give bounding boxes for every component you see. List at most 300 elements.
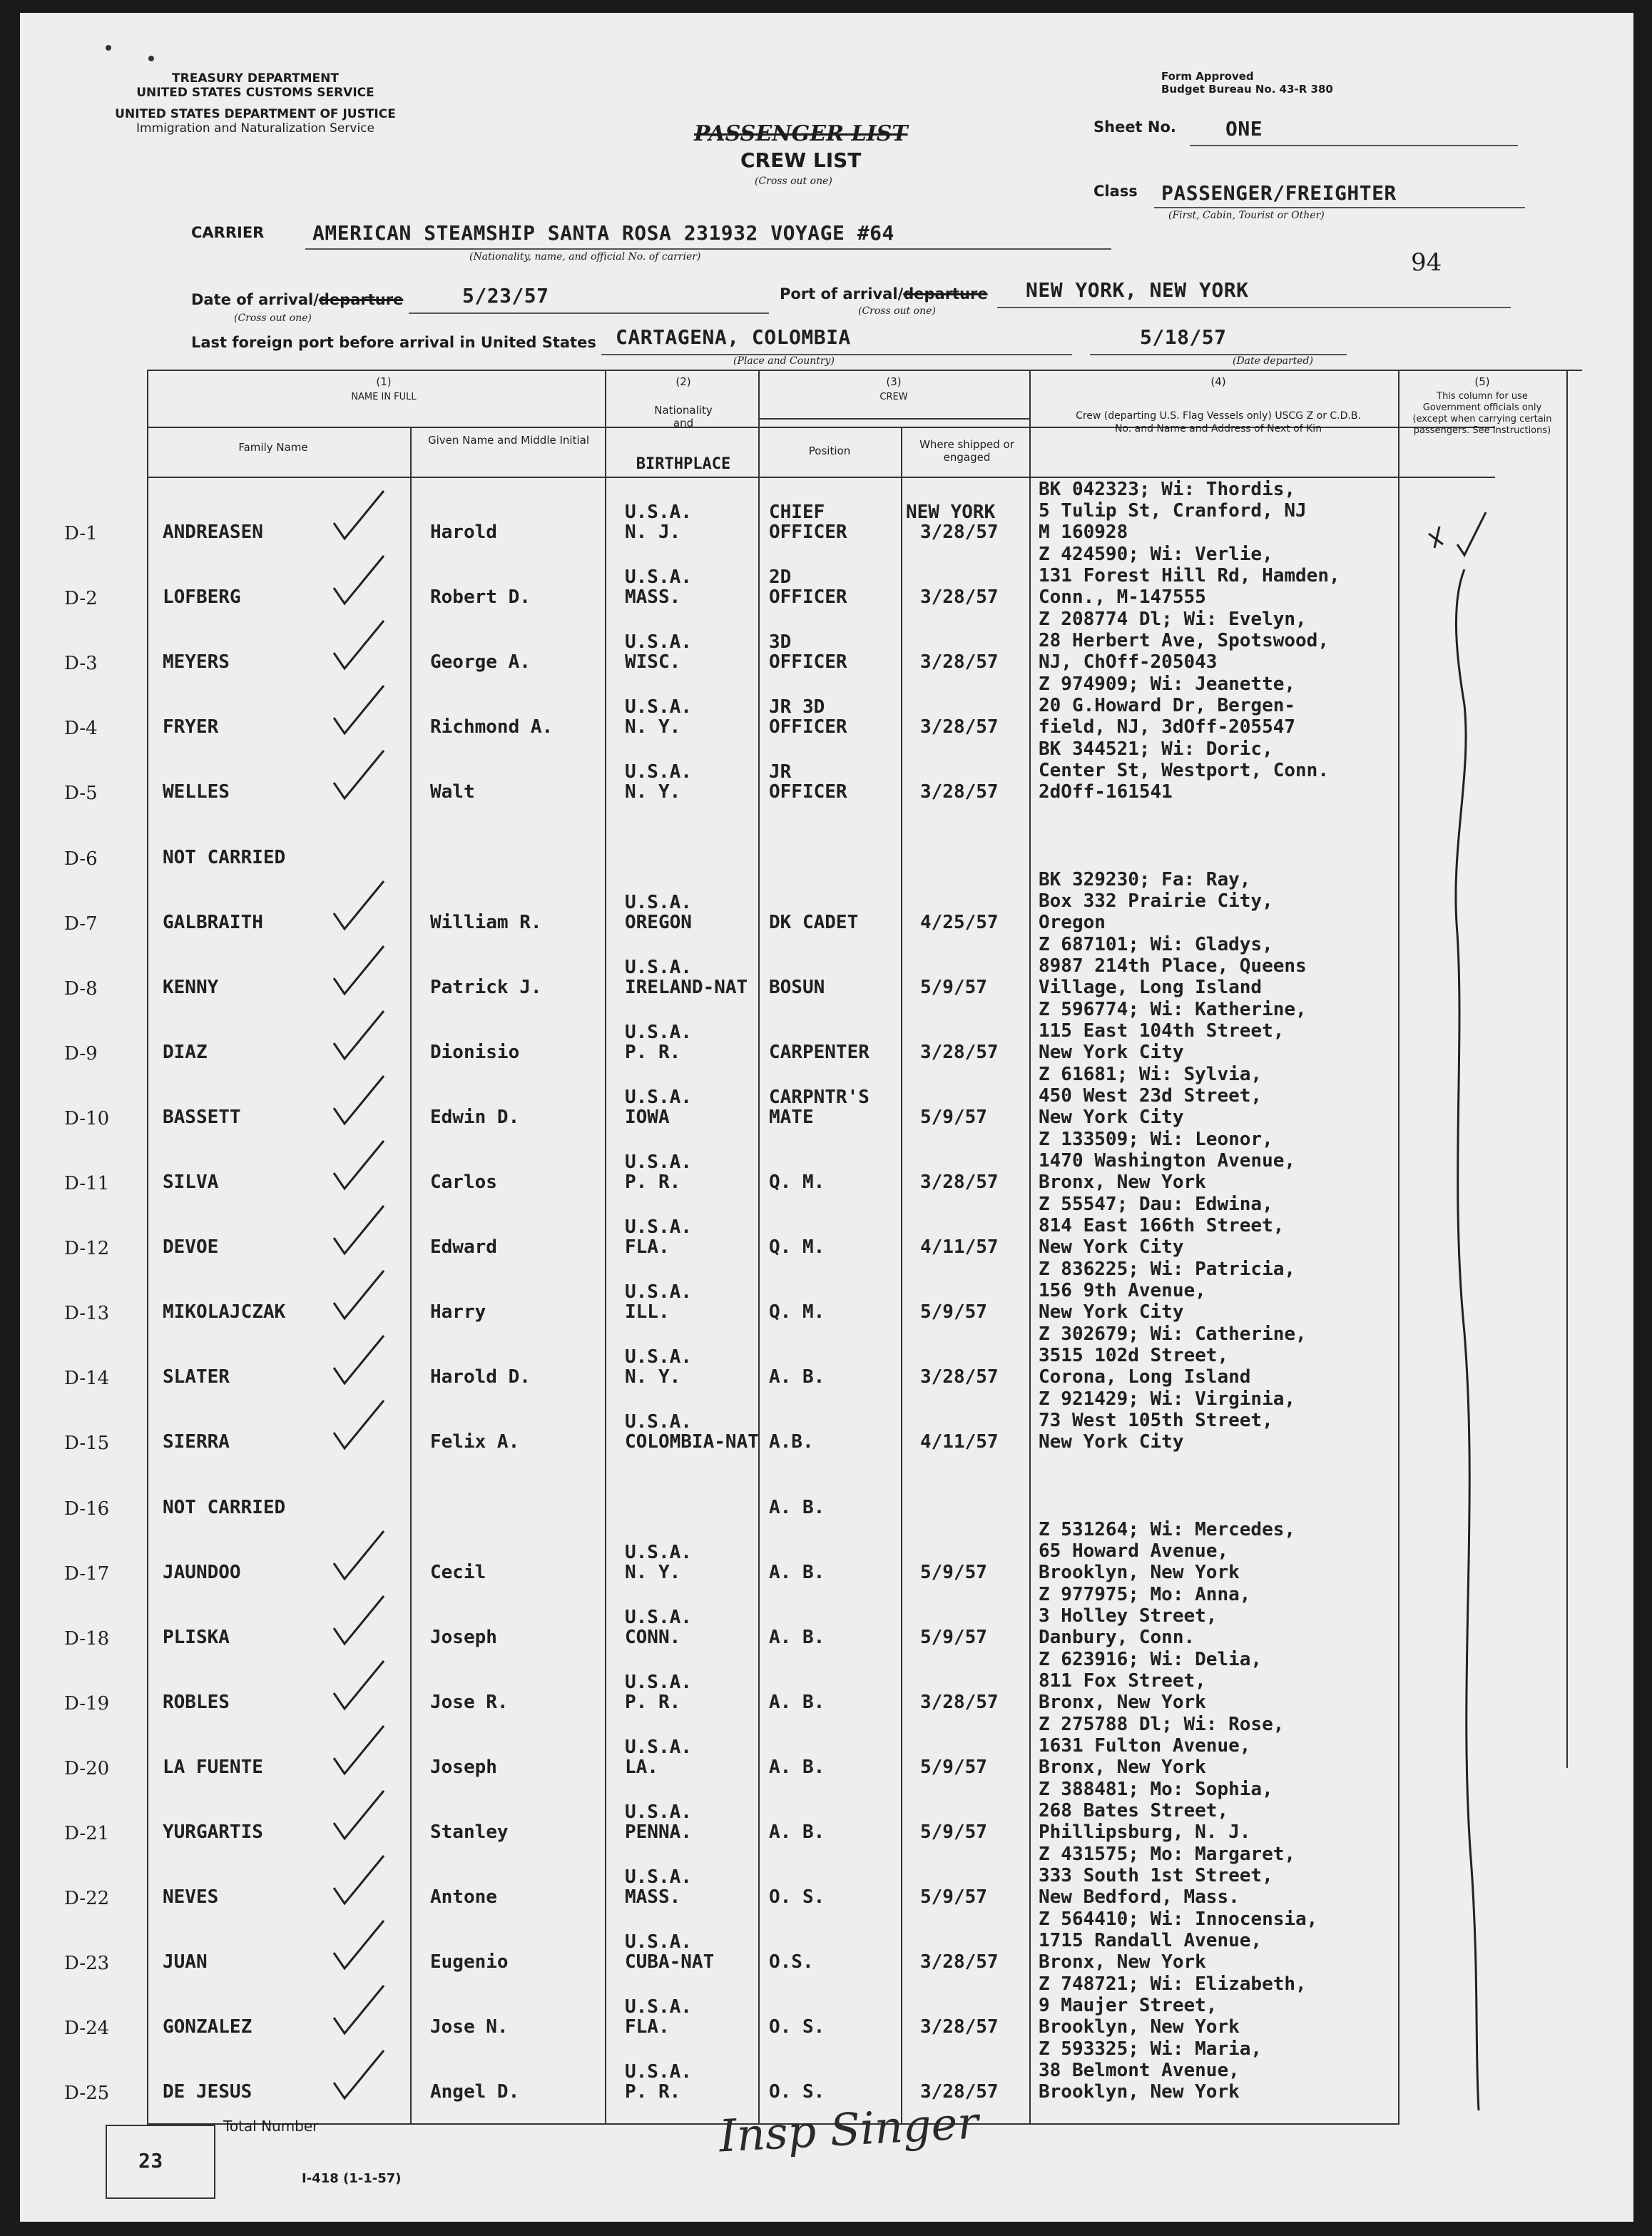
kin-line: Danbury, Conn. — [1039, 1626, 1195, 1648]
row-id: D-23 — [64, 1953, 110, 1975]
position-1: JR 3D — [769, 696, 825, 718]
kin-line: 3 Holley Street, — [1039, 1605, 1218, 1627]
family-name: BASSETT — [163, 1106, 241, 1128]
where-2: 5/9/57 — [920, 1561, 987, 1583]
col4-number: (4) — [1210, 375, 1226, 388]
family-name: NEVES — [163, 1886, 219, 1909]
family-name: SILVA — [163, 1172, 219, 1193]
nationality: U.S.A. — [625, 696, 692, 718]
kin-line: Z 687101; Wi: Gladys, — [1039, 933, 1273, 955]
col1-number: (1) — [376, 375, 392, 388]
given-name: Jose R. — [430, 1691, 509, 1713]
sheet-value: ONE — [1225, 117, 1263, 141]
birthplace: ILL. — [625, 1301, 670, 1323]
row-id: D-18 — [64, 1627, 110, 1650]
row-id: D-22 — [64, 1888, 110, 1910]
nationality: U.S.A. — [625, 1671, 692, 1693]
birthplace: P. R. — [625, 1172, 681, 1193]
position-2: DK CADET — [769, 911, 859, 933]
kin-line: 20 G.Howard Dr, Bergen- — [1039, 695, 1296, 717]
position-2: A. B. — [769, 1496, 825, 1518]
family-name: SLATER — [163, 1366, 230, 1388]
row-id: D-2 — [64, 588, 98, 610]
date-value: 5/23/57 — [462, 284, 549, 308]
row-id: D-10 — [64, 1107, 110, 1129]
position-2: A. B. — [769, 1691, 825, 1713]
kin-line: 131 Forest Hill Rd, Hamden, — [1039, 565, 1340, 587]
table-row — [20, 806, 1633, 870]
family-name: NOT CARRIED — [163, 1496, 286, 1518]
agency-line-2: UNITED STATES CUSTOMS SERVICE — [136, 86, 374, 100]
family-name: GONZALEZ — [163, 2016, 253, 2038]
check-mark-icon — [327, 487, 391, 544]
position-2: O.S. — [769, 1951, 814, 1973]
birthplace: FLA. — [625, 2016, 670, 2038]
kin-line: Bronx, New York — [1039, 1756, 1206, 1778]
kin-line: Z 977975; Mo: Anna, — [1039, 1583, 1251, 1605]
kin-line: Brooklyn, New York — [1039, 2016, 1240, 2038]
port-struck: departure — [903, 285, 988, 303]
kin-line: Z 275788 Dl; Wi: Rose, — [1039, 1713, 1285, 1735]
family-name: MEYERS — [163, 651, 230, 674]
table-row — [20, 480, 1633, 545]
given-name: Carlos — [430, 1172, 497, 1193]
kin-line: Z 431575; Mo: Margaret, — [1039, 1844, 1296, 1866]
family-name: DEVOE — [163, 1236, 219, 1259]
given-name: Joseph — [430, 1626, 497, 1648]
position-2: A. B. — [769, 1821, 825, 1843]
row-id: D-19 — [64, 1692, 110, 1714]
last-port-value: CARTAGENA, COLOMBIA — [616, 325, 851, 349]
birthplace: PENNA. — [625, 1821, 692, 1843]
kin-line: Z 596774; Wi: Katherine, — [1039, 998, 1307, 1020]
position-2: O. S. — [769, 2081, 825, 2103]
crew-list-form — [20, 13, 1633, 2222]
table-row — [20, 740, 1633, 805]
check-mark-icon — [327, 1592, 391, 1650]
check-mark-icon — [327, 1657, 391, 1714]
total-label: Total Number — [223, 2118, 319, 2135]
position-1: 3D — [769, 631, 792, 654]
birthplace: OREGON — [625, 911, 692, 933]
where-2: 3/28/57 — [920, 1951, 999, 1973]
kin-line: Z 531264; Wi: Mercedes, — [1039, 1518, 1296, 1540]
nationality: U.S.A. — [625, 956, 692, 978]
check-mark-icon — [327, 747, 391, 804]
nationality: U.S.A. — [625, 891, 692, 913]
given-name: Edward — [430, 1236, 497, 1259]
kin-line: Z 974909; Wi: Jeanette, — [1039, 674, 1296, 696]
kin-line: 450 West 23d Street, — [1039, 1084, 1263, 1107]
table-row — [20, 675, 1633, 740]
where-2: 4/25/57 — [920, 911, 999, 933]
check-mark-icon — [327, 1787, 391, 1844]
form-number: I-418 (1-1-57) — [302, 2171, 402, 2186]
birthplace: WISC. — [625, 651, 681, 674]
kin-line: 814 East 166th Street, — [1039, 1215, 1285, 1237]
kin-line: New York City — [1039, 1301, 1184, 1323]
given-name: Harold D. — [430, 1366, 531, 1388]
col-family: Family Name — [238, 441, 308, 454]
cross-out-note: (Cross out one) — [755, 176, 832, 187]
kin-line: 2dOff-161541 — [1039, 781, 1173, 803]
col5-text: This column for use Government officials only (except when carrying certain passengers. See Instructions) — [1412, 391, 1552, 436]
birthplace: CUBA-NAT — [625, 1951, 715, 1973]
agency-line-1: TREASURY DEPARTMENT — [172, 71, 339, 86]
kin-line: Z 55547; Dau: Edwina, — [1039, 1194, 1273, 1216]
birthplace: IRELAND-NAT — [625, 976, 748, 998]
signature: Insp Singer — [718, 2096, 980, 2163]
nationality: U.S.A. — [625, 1021, 692, 1043]
kin-line: Conn., M-147555 — [1039, 586, 1206, 609]
nationality: U.S.A. — [625, 1606, 692, 1628]
position-2: A. B. — [769, 1626, 825, 1648]
kin-line: Phillipsburg, N. J. — [1039, 1821, 1251, 1843]
kin-line: New York City — [1039, 1041, 1184, 1063]
col3-number: (3) — [886, 375, 902, 388]
kin-line: Z 748721; Wi: Elizabeth, — [1039, 1973, 1307, 1996]
form-approved-label: Form Approved — [1161, 70, 1254, 83]
table-row — [20, 610, 1633, 675]
table-row — [20, 1325, 1633, 1390]
check-mark-icon — [327, 2047, 391, 2104]
col-crew: CREW — [879, 392, 908, 402]
nationality: U.S.A. — [625, 1216, 692, 1239]
class-value: PASSENGER/FREIGHTER — [1161, 181, 1397, 205]
kin-line: Oregon — [1039, 911, 1106, 933]
birthplace: P. R. — [625, 2081, 681, 2103]
last-port-label: Last foreign port before arrival in United States — [191, 334, 596, 351]
kin-line: 9 Maujer Street, — [1039, 1995, 1218, 2017]
where-2: 3/28/57 — [920, 586, 999, 609]
nationality: U.S.A. — [625, 1736, 692, 1758]
kin-line: BK 042323; Wi: Thordis, — [1039, 479, 1296, 500]
kin-line: 268 Bates Street, — [1039, 1800, 1229, 1821]
port-label-text: Port of arrival/ — [780, 285, 904, 303]
birthplace: N. Y. — [625, 1561, 681, 1583]
corner-dot — [106, 45, 111, 51]
check-mark-icon — [327, 1332, 391, 1389]
kin-line: 3515 102d Street, — [1039, 1345, 1229, 1367]
birthplace: COLOMBIA-NAT — [625, 1431, 759, 1453]
row-id: D-17 — [64, 1562, 110, 1585]
kin-line: Brooklyn, New York — [1039, 2081, 1240, 2103]
birthplace: N. Y. — [625, 781, 681, 803]
table-row — [20, 1715, 1633, 1780]
given-name: Joseph — [430, 1756, 497, 1778]
where-2: 4/11/57 — [920, 1236, 999, 1259]
kin-line: Center St, Westport, Conn. — [1039, 760, 1329, 782]
where-2: 5/9/57 — [920, 1821, 987, 1843]
family-name: FRYER — [163, 716, 219, 738]
family-name: LOFBERG — [163, 586, 241, 609]
passenger-list-struck: PASSENGER LIST — [694, 121, 908, 146]
official-marks — [1400, 477, 1564, 2118]
check-mark-icon — [327, 878, 391, 935]
check-mark-icon — [327, 1137, 391, 1194]
nationality: U.S.A. — [625, 1346, 692, 1368]
row-id: D-4 — [64, 718, 98, 740]
kin-line: 1470 Washington Avenue, — [1039, 1150, 1296, 1172]
col-given: Given Name and Middle Initial — [427, 434, 589, 447]
row-id: D-6 — [64, 848, 98, 870]
given-name: Dionisio — [430, 1041, 520, 1063]
birthplace: N. Y. — [625, 716, 681, 738]
kin-line: New York City — [1039, 1431, 1184, 1453]
table-row — [20, 545, 1633, 610]
carrier-label: CARRIER — [191, 224, 265, 241]
position-1: JR — [769, 761, 792, 783]
kin-line: 8987 214th Place, Queens — [1039, 955, 1307, 977]
kin-line: Z 388481; Mo: Sophia, — [1039, 1779, 1273, 1800]
col-position: Position — [808, 444, 851, 457]
birthplace: LA. — [625, 1756, 658, 1778]
row-id: D-25 — [64, 2083, 110, 2105]
kin-line: NJ, ChOff-205043 — [1039, 651, 1218, 674]
given-name: Antone — [430, 1886, 497, 1909]
family-name: ANDREASEN — [163, 522, 263, 543]
kin-line: Z 921429; Wi: Virginia, — [1039, 1388, 1296, 1411]
position-2: MATE — [769, 1106, 814, 1128]
col1-title: NAME IN FULL — [351, 392, 417, 402]
row-id: D-1 — [64, 523, 98, 544]
where-2: 5/9/57 — [920, 1106, 987, 1128]
check-mark-icon — [327, 1528, 391, 1585]
family-name: GALBRAITH — [163, 911, 263, 933]
carrier-value: AMERICAN STEAMSHIP SANTA ROSA 231932 VOYAGE #64 — [312, 221, 894, 245]
table-row — [20, 935, 1633, 1000]
nationality: U.S.A. — [625, 502, 692, 523]
kin-line: Bronx, New York — [1039, 1951, 1206, 1973]
table-row — [20, 1455, 1633, 1520]
where-2: 3/28/57 — [920, 2016, 999, 2038]
date-cross-note: (Cross out one) — [234, 312, 312, 324]
table-row — [20, 870, 1633, 935]
row-id: D-11 — [64, 1173, 110, 1194]
table-row — [20, 1065, 1633, 1130]
total-value: 23 — [138, 2149, 163, 2173]
given-name: Walt — [430, 781, 475, 803]
given-name: Patrick J. — [430, 976, 542, 998]
date-departed-value: 5/18/57 — [1140, 325, 1227, 349]
kin-line: Z 61681; Wi: Sylvia, — [1039, 1063, 1263, 1085]
position-1: 2D — [769, 566, 792, 589]
row-id: D-16 — [64, 1498, 110, 1520]
last-port-note: (Place and Country) — [733, 355, 835, 367]
where-2: 5/9/57 — [920, 1886, 987, 1909]
table-row — [20, 1650, 1633, 1715]
nationality: U.S.A. — [625, 1281, 692, 1304]
nationality: U.S.A. — [625, 1866, 692, 1889]
date-struck: departure — [318, 291, 404, 308]
check-mark-icon — [327, 682, 391, 739]
family-name: SIERRA — [163, 1431, 230, 1453]
budget-bureau: Budget Bureau No. 43-R 380 — [1161, 83, 1333, 96]
check-mark-icon — [327, 1072, 391, 1129]
kin-line: Bronx, New York — [1039, 1172, 1206, 1193]
carrier-note: (Nationality, name, and official No. of carrier) — [469, 251, 701, 263]
row-id: D-3 — [64, 653, 98, 675]
check-mark-icon — [327, 1722, 391, 1779]
agency-line-3: UNITED STATES DEPARTMENT OF JUSTICE — [115, 107, 396, 121]
birthplace: P. R. — [625, 1691, 681, 1713]
kin-line: 115 East 104th Street, — [1039, 1020, 1285, 1042]
row-id: D-7 — [64, 913, 98, 935]
given-name: Richmond A. — [430, 716, 554, 738]
nationality: U.S.A. — [625, 761, 692, 783]
nationality: U.S.A. — [625, 1411, 692, 1433]
where-2: 4/11/57 — [920, 1431, 999, 1453]
birthplace: N. Y. — [625, 1366, 681, 1388]
check-mark-icon — [327, 1267, 391, 1324]
class-label: Class — [1093, 183, 1138, 200]
kin-line: New Bedford, Mass. — [1039, 1886, 1240, 1909]
family-name: KENNY — [163, 976, 219, 998]
position-2: CARPENTER — [769, 1041, 870, 1063]
corner-dot — [148, 56, 154, 61]
crew-list-title: CREW LIST — [740, 148, 862, 172]
birthplace: FLA. — [625, 1236, 670, 1259]
position-2: OFFICER — [769, 586, 847, 609]
row-id: D-12 — [64, 1238, 110, 1260]
table-row — [20, 1260, 1633, 1325]
where-2: 3/28/57 — [920, 2081, 999, 2103]
class-note: (First, Cabin, Tourist or Other) — [1168, 210, 1325, 221]
kin-line: Z 593325; Wi: Maria, — [1039, 2038, 1263, 2060]
birthplace: MASS. — [625, 1886, 681, 1909]
nationality: U.S.A. — [625, 1152, 692, 1173]
kin-line: 156 9th Avenue, — [1039, 1280, 1206, 1302]
kin-line: 73 West 105th Street, — [1039, 1410, 1273, 1432]
birthplace: CONN. — [625, 1626, 681, 1648]
kin-line: 65 Howard Avenue, — [1039, 1540, 1229, 1562]
check-mark-icon — [327, 1917, 391, 1974]
table-row — [20, 1780, 1633, 1845]
nationality: U.S.A. — [625, 1996, 692, 2018]
where-2: 3/28/57 — [920, 522, 999, 543]
where-2: 3/28/57 — [920, 716, 999, 738]
table-row — [20, 1390, 1633, 1455]
row-id: D-14 — [64, 1368, 110, 1390]
birthplace: N. J. — [625, 522, 681, 543]
where-2: 3/28/57 — [920, 1366, 999, 1388]
check-mark-icon — [327, 617, 391, 674]
kin-line: New York City — [1039, 1236, 1184, 1259]
where-2: 3/28/57 — [920, 651, 999, 674]
nationality: U.S.A. — [625, 631, 692, 654]
kin-line: Village, Long Island — [1039, 976, 1263, 998]
birthplace: IOWA — [625, 1106, 670, 1128]
kin-line: 811 Fox Street, — [1039, 1670, 1206, 1692]
kin-line: M 160928 — [1039, 522, 1128, 543]
position-2: O. S. — [769, 1886, 825, 1909]
position-2: A. B. — [769, 1366, 825, 1388]
family-name: JUAN — [163, 1951, 208, 1973]
date-departed-note: (Date departed) — [1233, 355, 1313, 367]
kin-line: Z 208774 Dl; Wi: Evelyn, — [1039, 609, 1307, 631]
nationality: U.S.A. — [625, 1931, 692, 1953]
nationality: U.S.A. — [625, 1801, 692, 1823]
table-row — [20, 1585, 1633, 1650]
kin-line: 38 Belmont Avenue, — [1039, 2060, 1240, 2082]
row-id: D-5 — [64, 783, 98, 805]
row-id: D-24 — [64, 2018, 110, 2040]
table-row — [20, 1975, 1633, 2040]
position-1: CARPNTR'S — [769, 1086, 870, 1108]
nationality: U.S.A. — [625, 1086, 692, 1108]
where-2: 5/9/57 — [920, 1626, 987, 1648]
row-id: D-21 — [64, 1823, 110, 1844]
page-number: 94 — [1411, 248, 1442, 277]
port-value: NEW YORK, NEW YORK — [1026, 278, 1249, 302]
kin-line: Z 623916; Wi: Delia, — [1039, 1648, 1263, 1670]
family-name: WELLES — [163, 781, 230, 803]
row-id: D-20 — [64, 1757, 110, 1779]
where-1: NEW YORK — [906, 502, 996, 523]
kin-line: 1631 Fulton Avenue, — [1039, 1734, 1251, 1757]
agency-line-4: Immigration and Naturalization Service — [136, 121, 374, 136]
position-2: OFFICER — [769, 651, 847, 674]
kin-line: field, NJ, 3dOff-205547 — [1039, 716, 1296, 738]
table-row — [20, 1520, 1633, 1585]
kin-line: New York City — [1039, 1106, 1184, 1128]
family-name: DE JESUS — [163, 2081, 253, 2103]
birthplace: MASS. — [625, 586, 681, 609]
given-name: Stanley — [430, 1821, 509, 1843]
kin-line: Box 332 Prairie City, — [1039, 890, 1273, 912]
col5-number: (5) — [1474, 375, 1490, 388]
kin-line: 333 South 1st Street, — [1039, 1865, 1273, 1887]
where-2: 5/9/57 — [920, 1756, 987, 1778]
kin-line: 1715 Randall Avenue, — [1039, 1930, 1263, 1952]
given-name: William R. — [430, 911, 542, 933]
given-name: Eugenio — [430, 1951, 509, 1973]
where-2: 3/28/57 — [920, 1041, 999, 1063]
kin-line: 28 Herbert Ave, Spotswood, — [1039, 630, 1329, 652]
kin-line: Z 302679; Wi: Catherine, — [1039, 1323, 1307, 1346]
position-2: BOSUN — [769, 976, 825, 998]
given-name: Angel D. — [430, 2081, 520, 2103]
position-2: Q. M. — [769, 1172, 825, 1193]
nationality: U.S.A. — [625, 2061, 692, 2083]
given-name: Cecil — [430, 1561, 486, 1583]
kin-line: Bronx, New York — [1039, 1691, 1206, 1713]
kin-line: BK 344521; Wi: Doric, — [1039, 738, 1273, 761]
date-label-text: Date of arrival/ — [191, 291, 319, 308]
family-name: DIAZ — [163, 1041, 208, 1063]
given-name: Felix A. — [430, 1431, 520, 1453]
given-name: Harold — [430, 522, 497, 543]
check-mark-icon — [327, 1202, 391, 1259]
row-id: D-9 — [64, 1042, 98, 1064]
position-2: Q. M. — [769, 1301, 825, 1323]
check-mark-icon — [327, 1852, 391, 1909]
where-2: 3/28/57 — [920, 1691, 999, 1713]
family-name: ROBLES — [163, 1691, 230, 1713]
where-2: 3/28/57 — [920, 1172, 999, 1193]
kin-line: Z 133509; Wi: Leonor, — [1039, 1129, 1273, 1150]
family-name: PLISKA — [163, 1626, 230, 1648]
kin-line: 5 Tulip St, Cranford, NJ — [1039, 500, 1307, 522]
col2-number: (2) — [675, 375, 691, 388]
position-2: OFFICER — [769, 716, 847, 738]
col-where: Where shipped or engaged — [919, 438, 1014, 464]
where-2: 5/9/57 — [920, 976, 987, 998]
kin-line: BK 329230; Fa: Ray, — [1039, 868, 1251, 890]
col-birthplace: BIRTHPLACE — [636, 455, 731, 473]
where-2: 5/9/57 — [920, 1301, 987, 1323]
position-2: A. B. — [769, 1561, 825, 1583]
